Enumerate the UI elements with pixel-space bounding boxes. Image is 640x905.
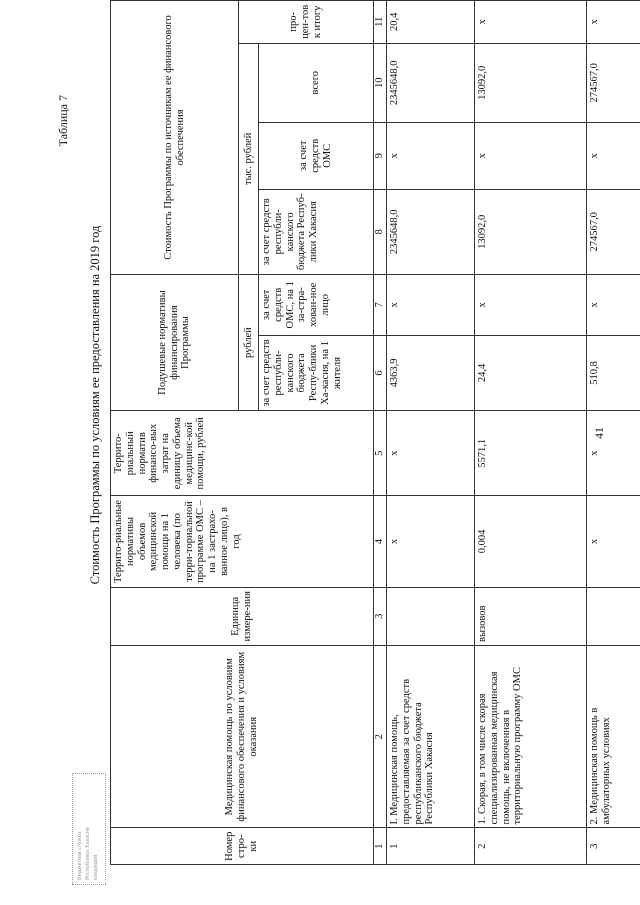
row-number: 1 [387, 828, 475, 865]
volume-norm: x [587, 496, 640, 587]
cost-budget: 2345648,0 [387, 189, 475, 274]
column-number: 1 [374, 828, 387, 865]
header-unit: Единица измере-ния [111, 587, 374, 645]
cost-norm: 5571,1 [475, 411, 587, 496]
per-capita-oms: x [587, 274, 640, 335]
unit [587, 587, 640, 645]
table-row [475, 1, 587, 865]
per-capita-budget: 510,8 [587, 335, 640, 410]
column-number: 8 [374, 189, 387, 274]
registration-stamp [72, 773, 106, 885]
cost-percent: x [587, 1, 640, 44]
cost-norm: x [587, 411, 640, 496]
cost-total: 2345648,0 [387, 43, 475, 122]
header-cost-budget: за счет средств республи-канского бюджета Респуб-лики Хакасия [259, 189, 374, 274]
table-label: Таблица 7 [56, 95, 70, 147]
cost-oms: x [475, 122, 587, 189]
per-capita-oms: x [475, 274, 587, 335]
row-number: 2 [475, 828, 587, 865]
cost-percent: x [475, 1, 587, 44]
cost-oms: x [387, 122, 475, 189]
column-number: 9 [374, 122, 387, 189]
unit [387, 587, 475, 645]
unit: вызовов [475, 587, 587, 645]
header-per-capita-unit: рублей [239, 274, 259, 410]
page-number: 41 [592, 427, 606, 439]
header-percent: про-цен-тов к итогу [239, 1, 374, 44]
care-type: I. Медицинская помощь, предоставляемая за счет средств республиканского бюджета Республики Хакасия [387, 645, 475, 828]
row-number: 3 [587, 828, 640, 865]
header-cost-norm: Террито-риальный норматив финансо-вых затрат на единицу объема медицинс-кой помощи, рублей [111, 411, 374, 496]
column-number: 4 [374, 496, 387, 587]
cost-total: 274567,0 [587, 43, 640, 122]
header-row-number: Номер стро-ки [111, 828, 374, 865]
header-volume-norm: Террито-риальные нормативы объемов медицинской помощи на 1 человека (по терри-ториальной программе ОМС – на 1 застрахо-ванное лицо), в год [111, 496, 374, 587]
header-cost-oms: за счет средств ОМС [259, 122, 374, 189]
header-cost-group: Стоимость Программы по источникам ее финансового обеспечения [111, 1, 239, 275]
cost-percent: 20,4 [387, 1, 475, 44]
header-cost-total: всего [259, 43, 374, 122]
volume-norm: x [387, 496, 475, 587]
table-row [387, 1, 475, 865]
stamp-line: Республики Хакасия [85, 827, 92, 880]
cost-budget: 13092,0 [475, 189, 587, 274]
program-cost-table [110, 0, 640, 865]
stamp-line: Бюджетная служба [77, 831, 83, 880]
column-number: 10 [374, 43, 387, 122]
volume-norm: 0,004 [475, 496, 587, 587]
cost-total: 13092,0 [475, 43, 587, 122]
care-type: 2. Медицинская помощь в амбулаторных условиях [587, 645, 640, 828]
header-pc-oms: за счет средств ОМС, на 1 за-стра-хован-ное лицо [259, 274, 374, 335]
cost-norm: x [387, 411, 475, 496]
column-number: 7 [374, 274, 387, 335]
per-capita-budget: 24,4 [475, 335, 587, 410]
header-per-capita: Подушевые нормативы финансирования Программы [111, 274, 239, 410]
care-type: 1. Скорая, в том числе скорая специализированная медицинская помощь, не включенная в территориальную программу ОМС [475, 645, 587, 828]
header-care-type: Медицинская помощь по условиям финансового обеспечения и условиям оказания [111, 645, 374, 828]
header-cost-unit: тыс. рублей [239, 43, 259, 274]
column-number: 11 [374, 1, 387, 44]
cost-budget: 274567,0 [587, 189, 640, 274]
table-title: Стоимость Программы по условиям ее предоставления на 2019 год [88, 225, 102, 585]
column-number: 5 [374, 411, 387, 496]
column-number: 6 [374, 335, 387, 410]
per-capita-budget: 4363,9 [387, 335, 475, 410]
cost-oms: x [587, 122, 640, 189]
per-capita-oms: x [387, 274, 475, 335]
stamp-line: входящий [93, 854, 100, 880]
column-number: 2 [374, 645, 387, 828]
header-pc-budget: за счет средств республи-канского бюджета Респу-блики Ха-касия, на 1 жителя [259, 335, 374, 410]
column-number: 3 [374, 587, 387, 645]
